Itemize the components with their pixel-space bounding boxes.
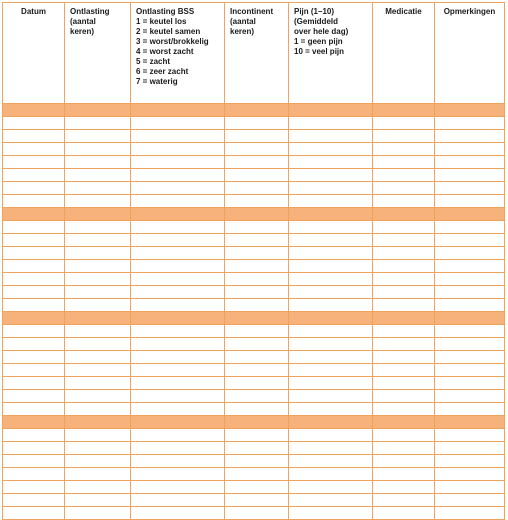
band-cell bbox=[131, 416, 225, 429]
entry-cell-incontinent[interactable] bbox=[225, 156, 289, 169]
entry-cell-pijn[interactable] bbox=[289, 390, 373, 403]
entry-cell-ontlasting[interactable] bbox=[65, 507, 131, 520]
entry-cell-datum[interactable] bbox=[3, 377, 65, 390]
entry-cell-bss[interactable] bbox=[131, 182, 225, 195]
entry-cell-ontlasting[interactable] bbox=[65, 468, 131, 481]
entry-cell-ontlasting[interactable] bbox=[65, 156, 131, 169]
entry-cell-incontinent[interactable] bbox=[225, 299, 289, 312]
entry-cell-ontlasting[interactable] bbox=[65, 247, 131, 260]
entry-cell-medicatie[interactable] bbox=[373, 130, 435, 143]
entry-cell-ontlasting[interactable] bbox=[65, 299, 131, 312]
header-ontlasting-bss: Ontlasting BSS 1 = keutel los 2 = keutel samen 3 = worst/brokkelig 4 = worst zacht 5 = zacht 6 = zeer zacht 7 = waterig bbox=[131, 3, 225, 104]
entry-cell-ontlasting[interactable] bbox=[65, 494, 131, 507]
entry-cell-ontlasting[interactable] bbox=[65, 377, 131, 390]
entry-cell-datum[interactable] bbox=[3, 338, 65, 351]
entry-cell-bss[interactable] bbox=[131, 377, 225, 390]
entry-cell-ontlasting[interactable] bbox=[65, 234, 131, 247]
entry-cell-bss[interactable] bbox=[131, 351, 225, 364]
table-row bbox=[3, 338, 505, 351]
entry-cell-incontinent[interactable] bbox=[225, 377, 289, 390]
entry-cell-datum[interactable] bbox=[3, 169, 65, 182]
entry-cell-ontlasting[interactable] bbox=[65, 195, 131, 208]
entry-cell-datum[interactable] bbox=[3, 221, 65, 234]
entry-cell-opmerkingen[interactable] bbox=[435, 468, 505, 481]
entry-cell-incontinent[interactable] bbox=[225, 286, 289, 299]
entry-cell-opmerkingen[interactable] bbox=[435, 351, 505, 364]
entry-cell-datum[interactable] bbox=[3, 481, 65, 494]
entry-cell-medicatie[interactable] bbox=[373, 234, 435, 247]
entry-cell-bss[interactable] bbox=[131, 455, 225, 468]
entry-cell-bss[interactable] bbox=[131, 169, 225, 182]
entry-cell-datum[interactable] bbox=[3, 325, 65, 338]
table-row bbox=[3, 442, 505, 455]
band-cell bbox=[3, 104, 65, 117]
table-row bbox=[3, 247, 505, 260]
table-row bbox=[3, 351, 505, 364]
entry-cell-medicatie[interactable] bbox=[373, 455, 435, 468]
band-cell bbox=[65, 104, 131, 117]
table-row bbox=[3, 494, 505, 507]
entry-cell-pijn[interactable] bbox=[289, 455, 373, 468]
entry-cell-datum[interactable] bbox=[3, 143, 65, 156]
week-band-row bbox=[3, 416, 505, 429]
entry-cell-pijn[interactable] bbox=[289, 481, 373, 494]
entry-cell-incontinent[interactable] bbox=[225, 221, 289, 234]
entry-cell-opmerkingen[interactable] bbox=[435, 260, 505, 273]
entry-cell-opmerkingen[interactable] bbox=[435, 182, 505, 195]
entry-cell-pijn[interactable] bbox=[289, 429, 373, 442]
band-cell bbox=[65, 312, 131, 325]
entry-cell-bss[interactable] bbox=[131, 130, 225, 143]
header-medicatie: Medicatie bbox=[373, 3, 435, 104]
table-row bbox=[3, 377, 505, 390]
week-band-row bbox=[3, 208, 505, 221]
entry-cell-medicatie[interactable] bbox=[373, 377, 435, 390]
entry-cell-opmerkingen[interactable] bbox=[435, 338, 505, 351]
entry-cell-incontinent[interactable] bbox=[225, 117, 289, 130]
header-opmerkingen: Opmerkingen bbox=[435, 3, 505, 104]
entry-cell-opmerkingen[interactable] bbox=[435, 364, 505, 377]
stool-diary-table bbox=[2, 2, 505, 520]
entry-cell-pijn[interactable] bbox=[289, 247, 373, 260]
entry-cell-ontlasting[interactable] bbox=[65, 130, 131, 143]
band-cell bbox=[225, 104, 289, 117]
band-cell bbox=[131, 312, 225, 325]
entry-cell-bss[interactable] bbox=[131, 286, 225, 299]
entry-cell-datum[interactable] bbox=[3, 299, 65, 312]
entry-cell-medicatie[interactable] bbox=[373, 351, 435, 364]
entry-cell-pijn[interactable] bbox=[289, 182, 373, 195]
entry-cell-bss[interactable] bbox=[131, 494, 225, 507]
band-cell bbox=[373, 104, 435, 117]
entry-cell-pijn[interactable] bbox=[289, 130, 373, 143]
entry-cell-incontinent[interactable] bbox=[225, 169, 289, 182]
entry-cell-bss[interactable] bbox=[131, 273, 225, 286]
band-cell bbox=[3, 416, 65, 429]
entry-cell-medicatie[interactable] bbox=[373, 403, 435, 416]
table-row bbox=[3, 143, 505, 156]
entry-cell-opmerkingen[interactable] bbox=[435, 130, 505, 143]
entry-cell-opmerkingen[interactable] bbox=[435, 221, 505, 234]
entry-cell-medicatie[interactable] bbox=[373, 286, 435, 299]
entry-cell-opmerkingen[interactable] bbox=[435, 377, 505, 390]
entry-cell-medicatie[interactable] bbox=[373, 182, 435, 195]
band-cell bbox=[225, 208, 289, 221]
entry-cell-ontlasting[interactable] bbox=[65, 481, 131, 494]
entry-cell-medicatie[interactable] bbox=[373, 299, 435, 312]
entry-cell-ontlasting[interactable] bbox=[65, 117, 131, 130]
entry-cell-opmerkingen[interactable] bbox=[435, 455, 505, 468]
entry-cell-bss[interactable] bbox=[131, 234, 225, 247]
table-body bbox=[3, 104, 505, 520]
band-cell bbox=[131, 104, 225, 117]
entry-cell-ontlasting[interactable] bbox=[65, 390, 131, 403]
entry-cell-pijn[interactable] bbox=[289, 299, 373, 312]
entry-cell-ontlasting[interactable] bbox=[65, 442, 131, 455]
entry-cell-datum[interactable] bbox=[3, 494, 65, 507]
entry-cell-pijn[interactable] bbox=[289, 351, 373, 364]
band-cell bbox=[435, 104, 505, 117]
band-cell bbox=[131, 208, 225, 221]
header-datum: Datum bbox=[3, 3, 65, 104]
entry-cell-opmerkingen[interactable] bbox=[435, 299, 505, 312]
header-ontlasting: Ontlasting (aantal keren) bbox=[65, 3, 131, 104]
entry-cell-opmerkingen[interactable] bbox=[435, 169, 505, 182]
entry-cell-incontinent[interactable] bbox=[225, 481, 289, 494]
entry-cell-medicatie[interactable] bbox=[373, 195, 435, 208]
band-cell bbox=[289, 312, 373, 325]
entry-cell-bss[interactable] bbox=[131, 429, 225, 442]
table-row bbox=[3, 156, 505, 169]
entry-cell-pijn[interactable] bbox=[289, 273, 373, 286]
entry-cell-medicatie[interactable] bbox=[373, 507, 435, 520]
band-cell bbox=[373, 416, 435, 429]
table-row bbox=[3, 117, 505, 130]
band-cell bbox=[3, 312, 65, 325]
entry-cell-incontinent[interactable] bbox=[225, 351, 289, 364]
entry-cell-datum[interactable] bbox=[3, 455, 65, 468]
entry-cell-datum[interactable] bbox=[3, 403, 65, 416]
entry-cell-bss[interactable] bbox=[131, 143, 225, 156]
entry-cell-pijn[interactable] bbox=[289, 364, 373, 377]
entry-cell-ontlasting[interactable] bbox=[65, 351, 131, 364]
entry-cell-medicatie[interactable] bbox=[373, 442, 435, 455]
entry-cell-opmerkingen[interactable] bbox=[435, 247, 505, 260]
entry-cell-ontlasting[interactable] bbox=[65, 338, 131, 351]
entry-cell-medicatie[interactable] bbox=[373, 325, 435, 338]
entry-cell-medicatie[interactable] bbox=[373, 429, 435, 442]
entry-cell-medicatie[interactable] bbox=[373, 143, 435, 156]
entry-cell-datum[interactable] bbox=[3, 273, 65, 286]
entry-cell-pijn[interactable] bbox=[289, 286, 373, 299]
entry-cell-datum[interactable] bbox=[3, 286, 65, 299]
entry-cell-ontlasting[interactable] bbox=[65, 260, 131, 273]
entry-cell-opmerkingen[interactable] bbox=[435, 403, 505, 416]
entry-cell-medicatie[interactable] bbox=[373, 169, 435, 182]
entry-cell-datum[interactable] bbox=[3, 117, 65, 130]
entry-cell-pijn[interactable] bbox=[289, 195, 373, 208]
entry-cell-datum[interactable] bbox=[3, 442, 65, 455]
entry-cell-medicatie[interactable] bbox=[373, 260, 435, 273]
table-row bbox=[3, 429, 505, 442]
entry-cell-bss[interactable] bbox=[131, 481, 225, 494]
entry-cell-opmerkingen[interactable] bbox=[435, 442, 505, 455]
table-row bbox=[3, 468, 505, 481]
entry-cell-medicatie[interactable] bbox=[373, 364, 435, 377]
table-row bbox=[3, 221, 505, 234]
entry-cell-medicatie[interactable] bbox=[373, 390, 435, 403]
table-row bbox=[3, 325, 505, 338]
entry-cell-bss[interactable] bbox=[131, 156, 225, 169]
entry-cell-bss[interactable] bbox=[131, 338, 225, 351]
entry-cell-opmerkingen[interactable] bbox=[435, 273, 505, 286]
entry-cell-pijn[interactable] bbox=[289, 143, 373, 156]
entry-cell-incontinent[interactable] bbox=[225, 247, 289, 260]
entry-cell-opmerkingen[interactable] bbox=[435, 429, 505, 442]
entry-cell-bss[interactable] bbox=[131, 390, 225, 403]
entry-cell-incontinent[interactable] bbox=[225, 403, 289, 416]
entry-cell-ontlasting[interactable] bbox=[65, 286, 131, 299]
entry-cell-ontlasting[interactable] bbox=[65, 169, 131, 182]
entry-cell-opmerkingen[interactable] bbox=[435, 286, 505, 299]
entry-cell-opmerkingen[interactable] bbox=[435, 325, 505, 338]
entry-cell-bss[interactable] bbox=[131, 221, 225, 234]
entry-cell-ontlasting[interactable] bbox=[65, 273, 131, 286]
table-row bbox=[3, 182, 505, 195]
table-row bbox=[3, 286, 505, 299]
entry-cell-datum[interactable] bbox=[3, 247, 65, 260]
table-row bbox=[3, 403, 505, 416]
entry-cell-pijn[interactable] bbox=[289, 442, 373, 455]
band-cell bbox=[65, 208, 131, 221]
entry-cell-incontinent[interactable] bbox=[225, 494, 289, 507]
band-cell bbox=[289, 416, 373, 429]
table-row bbox=[3, 455, 505, 468]
table-row bbox=[3, 273, 505, 286]
header-row bbox=[3, 3, 505, 104]
entry-cell-incontinent[interactable] bbox=[225, 260, 289, 273]
band-cell bbox=[373, 208, 435, 221]
entry-cell-pijn[interactable] bbox=[289, 117, 373, 130]
band-cell bbox=[65, 416, 131, 429]
entry-cell-medicatie[interactable] bbox=[373, 273, 435, 286]
band-cell bbox=[3, 208, 65, 221]
entry-cell-incontinent[interactable] bbox=[225, 468, 289, 481]
entry-cell-opmerkingen[interactable] bbox=[435, 143, 505, 156]
entry-cell-incontinent[interactable] bbox=[225, 273, 289, 286]
table-row bbox=[3, 169, 505, 182]
entry-cell-incontinent[interactable] bbox=[225, 455, 289, 468]
entry-cell-ontlasting[interactable] bbox=[65, 364, 131, 377]
table-row bbox=[3, 260, 505, 273]
week-band-row bbox=[3, 312, 505, 325]
entry-cell-incontinent[interactable] bbox=[225, 325, 289, 338]
stool-diary-sheet bbox=[2, 2, 504, 496]
entry-cell-incontinent[interactable] bbox=[225, 143, 289, 156]
entry-cell-medicatie[interactable] bbox=[373, 494, 435, 507]
entry-cell-incontinent[interactable] bbox=[225, 195, 289, 208]
entry-cell-opmerkingen[interactable] bbox=[435, 390, 505, 403]
entry-cell-datum[interactable] bbox=[3, 429, 65, 442]
entry-cell-datum[interactable] bbox=[3, 351, 65, 364]
header-incontinent: Incontinent (aantal keren) bbox=[225, 3, 289, 104]
entry-cell-datum[interactable] bbox=[3, 390, 65, 403]
entry-cell-incontinent[interactable] bbox=[225, 338, 289, 351]
entry-cell-incontinent[interactable] bbox=[225, 182, 289, 195]
entry-cell-opmerkingen[interactable] bbox=[435, 156, 505, 169]
band-cell bbox=[225, 416, 289, 429]
entry-cell-datum[interactable] bbox=[3, 156, 65, 169]
band-cell bbox=[435, 208, 505, 221]
entry-cell-datum[interactable] bbox=[3, 182, 65, 195]
week-band-row bbox=[3, 104, 505, 117]
entry-cell-ontlasting[interactable] bbox=[65, 182, 131, 195]
entry-cell-incontinent[interactable] bbox=[225, 429, 289, 442]
entry-cell-bss[interactable] bbox=[131, 260, 225, 273]
band-cell bbox=[225, 312, 289, 325]
entry-cell-opmerkingen[interactable] bbox=[435, 507, 505, 520]
entry-cell-medicatie[interactable] bbox=[373, 247, 435, 260]
entry-cell-bss[interactable] bbox=[131, 507, 225, 520]
entry-cell-opmerkingen[interactable] bbox=[435, 195, 505, 208]
entry-cell-pijn[interactable] bbox=[289, 494, 373, 507]
entry-cell-incontinent[interactable] bbox=[225, 234, 289, 247]
entry-cell-bss[interactable] bbox=[131, 195, 225, 208]
entry-cell-medicatie[interactable] bbox=[373, 117, 435, 130]
band-cell bbox=[435, 312, 505, 325]
entry-cell-bss[interactable] bbox=[131, 247, 225, 260]
entry-cell-pijn[interactable] bbox=[289, 221, 373, 234]
entry-cell-incontinent[interactable] bbox=[225, 442, 289, 455]
entry-cell-incontinent[interactable] bbox=[225, 390, 289, 403]
entry-cell-bss[interactable] bbox=[131, 364, 225, 377]
entry-cell-bss[interactable] bbox=[131, 442, 225, 455]
entry-cell-datum[interactable] bbox=[3, 234, 65, 247]
entry-cell-bss[interactable] bbox=[131, 117, 225, 130]
entry-cell-opmerkingen[interactable] bbox=[435, 481, 505, 494]
entry-cell-pijn[interactable] bbox=[289, 338, 373, 351]
entry-cell-datum[interactable] bbox=[3, 364, 65, 377]
entry-cell-pijn[interactable] bbox=[289, 507, 373, 520]
entry-cell-medicatie[interactable] bbox=[373, 156, 435, 169]
entry-cell-pijn[interactable] bbox=[289, 468, 373, 481]
table-row bbox=[3, 195, 505, 208]
entry-cell-ontlasting[interactable] bbox=[65, 403, 131, 416]
entry-cell-medicatie[interactable] bbox=[373, 481, 435, 494]
band-cell bbox=[289, 104, 373, 117]
table-row bbox=[3, 390, 505, 403]
entry-cell-datum[interactable] bbox=[3, 468, 65, 481]
entry-cell-bss[interactable] bbox=[131, 325, 225, 338]
entry-cell-ontlasting[interactable] bbox=[65, 455, 131, 468]
table-row bbox=[3, 299, 505, 312]
entry-cell-ontlasting[interactable] bbox=[65, 325, 131, 338]
table-header bbox=[3, 3, 505, 104]
entry-cell-opmerkingen[interactable] bbox=[435, 234, 505, 247]
band-cell bbox=[435, 416, 505, 429]
table-row bbox=[3, 481, 505, 494]
entry-cell-datum[interactable] bbox=[3, 195, 65, 208]
header-pijn: Pijn (1–10) (Gemiddeld over hele dag) 1 = geen pijn 10 = veel pijn bbox=[289, 3, 373, 104]
entry-cell-ontlasting[interactable] bbox=[65, 143, 131, 156]
table-row bbox=[3, 507, 505, 520]
entry-cell-opmerkingen[interactable] bbox=[435, 494, 505, 507]
entry-cell-pijn[interactable] bbox=[289, 169, 373, 182]
entry-cell-medicatie[interactable] bbox=[373, 468, 435, 481]
entry-cell-ontlasting[interactable] bbox=[65, 221, 131, 234]
entry-cell-bss[interactable] bbox=[131, 403, 225, 416]
entry-cell-pijn[interactable] bbox=[289, 325, 373, 338]
entry-cell-datum[interactable] bbox=[3, 260, 65, 273]
table-row bbox=[3, 130, 505, 143]
table-row bbox=[3, 364, 505, 377]
entry-cell-pijn[interactable] bbox=[289, 234, 373, 247]
entry-cell-incontinent[interactable] bbox=[225, 507, 289, 520]
entry-cell-pijn[interactable] bbox=[289, 403, 373, 416]
entry-cell-medicatie[interactable] bbox=[373, 338, 435, 351]
entry-cell-opmerkingen[interactable] bbox=[435, 117, 505, 130]
entry-cell-bss[interactable] bbox=[131, 299, 225, 312]
entry-cell-medicatie[interactable] bbox=[373, 221, 435, 234]
entry-cell-incontinent[interactable] bbox=[225, 130, 289, 143]
entry-cell-ontlasting[interactable] bbox=[65, 429, 131, 442]
entry-cell-pijn[interactable] bbox=[289, 260, 373, 273]
band-cell bbox=[289, 208, 373, 221]
entry-cell-pijn[interactable] bbox=[289, 156, 373, 169]
band-cell bbox=[373, 312, 435, 325]
entry-cell-incontinent[interactable] bbox=[225, 364, 289, 377]
entry-cell-datum[interactable] bbox=[3, 130, 65, 143]
entry-cell-datum[interactable] bbox=[3, 507, 65, 520]
entry-cell-pijn[interactable] bbox=[289, 377, 373, 390]
table-row bbox=[3, 234, 505, 247]
entry-cell-bss[interactable] bbox=[131, 468, 225, 481]
